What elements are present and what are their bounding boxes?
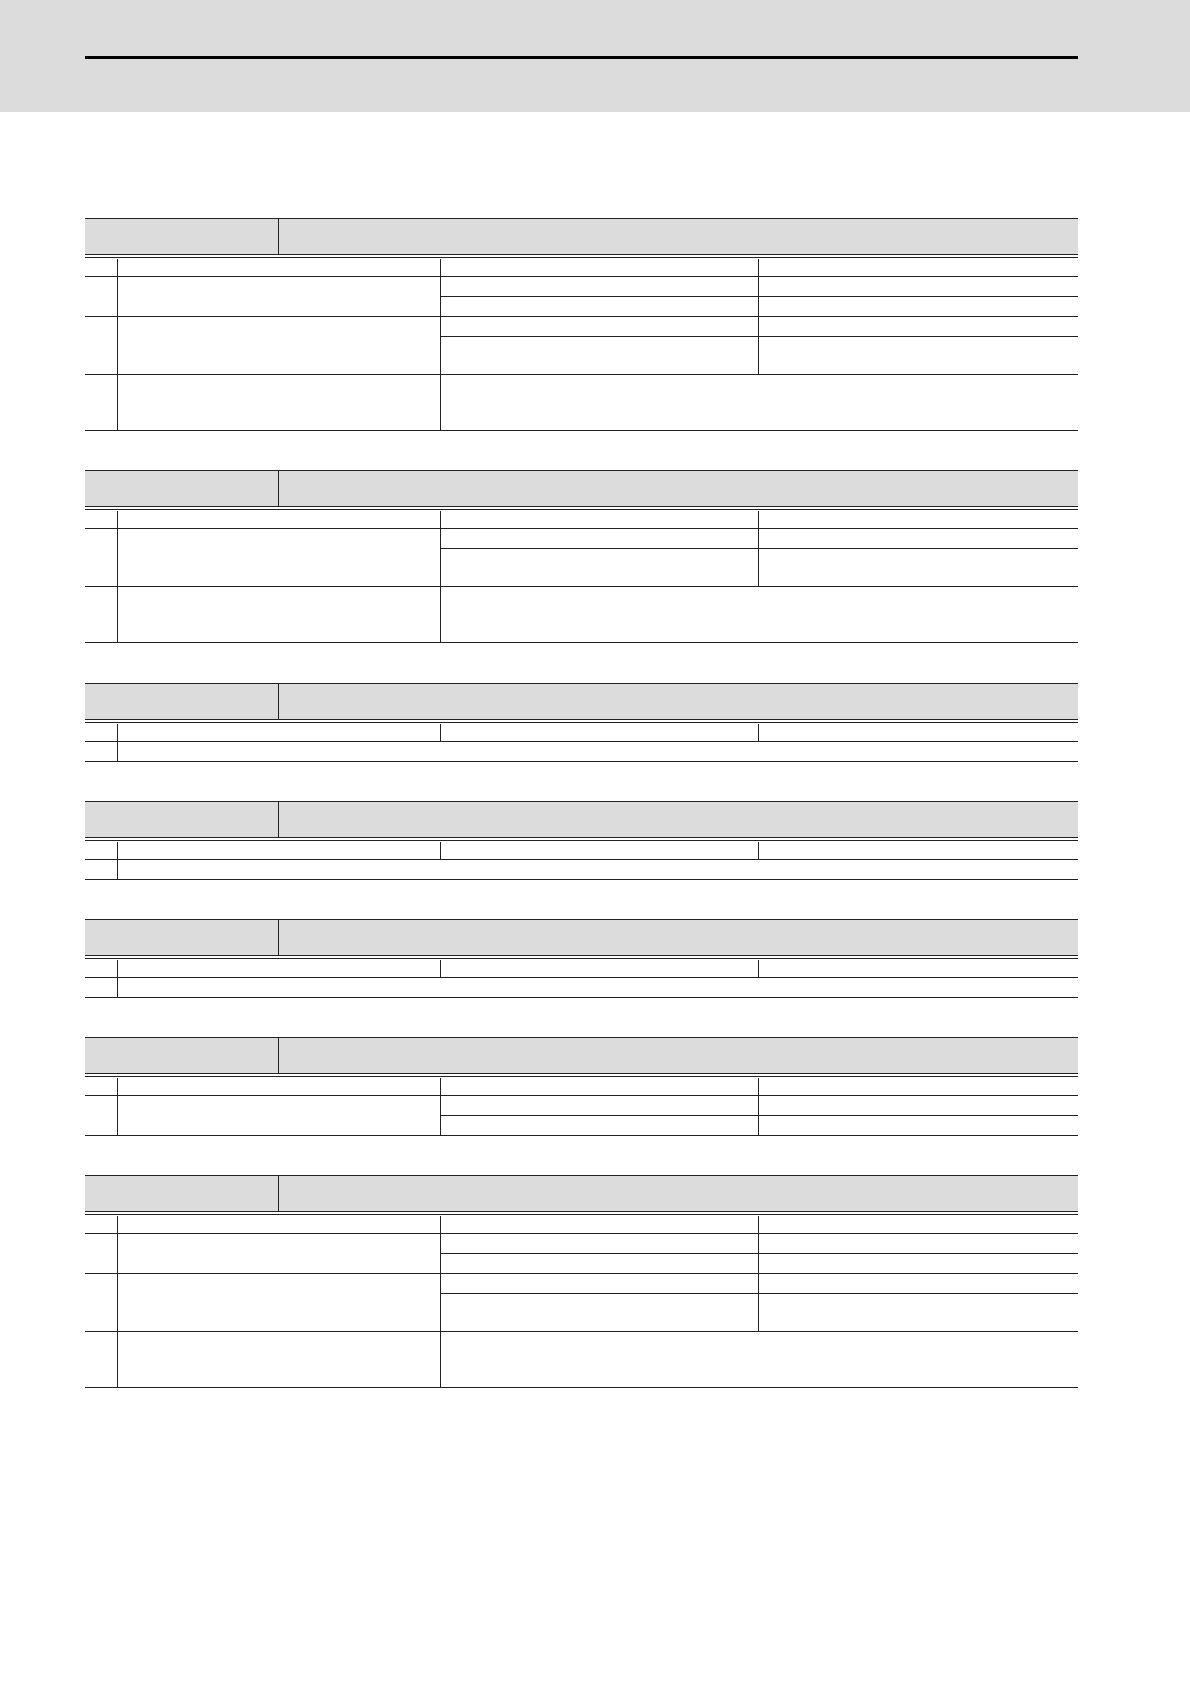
spec-table: [85, 218, 1078, 432]
parameter-info-line: [278, 938, 1078, 956]
spec-table: [85, 919, 1078, 999]
parameter-info-line: [278, 919, 1078, 939]
column-rule: [440, 960, 441, 977]
column-rule: [440, 374, 441, 430]
sub-row-rule: [440, 1293, 1078, 1294]
parameter-info-line: [278, 1037, 1078, 1057]
table-bottom-rule: [85, 430, 1078, 431]
column-rule: [117, 977, 118, 997]
sub-row-rule: [440, 548, 1078, 549]
spec-table: [85, 683, 1078, 763]
page-header: [0, 0, 1190, 112]
column-rule: [117, 1331, 118, 1387]
row-rule: [85, 977, 1078, 978]
header-double-rule: [85, 257, 1078, 258]
row-rule: [85, 528, 1078, 529]
parameter-name-cell: [85, 470, 278, 507]
column-rule: [758, 316, 759, 374]
row-rule: [85, 859, 1078, 860]
parameter-info-line: [278, 218, 1078, 238]
parameter-name-cell: [85, 801, 278, 838]
column-rule: [117, 511, 118, 528]
column-rule: [758, 960, 759, 977]
parameter-info-line: [278, 683, 1078, 703]
spec-table: [85, 801, 1078, 881]
column-rule: [117, 859, 118, 879]
parameter-info-line: [278, 801, 1078, 821]
header-double-rule: [85, 509, 1078, 510]
parameter-name-cell: [85, 919, 278, 956]
parameter-info-line: [278, 820, 1078, 838]
parameter-info-line: [278, 1175, 1078, 1195]
sub-row-rule: [440, 1115, 1078, 1116]
column-rule: [758, 1273, 759, 1331]
column-rule: [758, 1078, 759, 1095]
row-rule: [85, 586, 1078, 587]
column-rule: [758, 511, 759, 528]
row-rule: [85, 1273, 1078, 1274]
parameter-info-line: [278, 237, 1078, 255]
parameter-name-cell: [85, 1175, 278, 1212]
column-rule: [117, 741, 118, 761]
column-rule: [117, 316, 118, 374]
column-rule: [117, 724, 118, 741]
column-rule: [440, 1078, 441, 1095]
parameter-info-line: [278, 1056, 1078, 1074]
parameter-name-cell: [85, 218, 278, 255]
column-rule: [758, 842, 759, 859]
row-rule: [85, 741, 1078, 742]
header-double-rule: [85, 722, 1078, 723]
column-rule: [440, 511, 441, 528]
column-rule: [758, 1216, 759, 1233]
parameter-name-cell: [85, 683, 278, 720]
column-rule: [117, 1095, 118, 1135]
header-double-rule: [85, 840, 1078, 841]
parameter-name-cell: [85, 1037, 278, 1074]
column-rule: [117, 960, 118, 977]
row-rule: [85, 1135, 1078, 1136]
column-rule: [117, 586, 118, 642]
parameter-info-line: [278, 1194, 1078, 1212]
column-rule: [440, 1331, 441, 1387]
column-rule: [440, 259, 441, 276]
parameter-info-line: [278, 702, 1078, 720]
row-rule: [85, 1095, 1078, 1096]
sub-row-rule: [440, 336, 1078, 337]
column-rule: [440, 724, 441, 741]
row-rule: [85, 1331, 1078, 1332]
column-rule: [440, 1273, 441, 1331]
header-rule: [85, 56, 1078, 59]
column-rule: [117, 276, 118, 316]
parameter-info-line: [278, 470, 1078, 490]
column-rule: [117, 1216, 118, 1233]
column-rule: [758, 259, 759, 276]
spec-table: [85, 470, 1078, 644]
table-bottom-rule: [85, 879, 1078, 880]
row-rule: [85, 374, 1078, 375]
header-double-rule: [85, 1214, 1078, 1215]
header-double-rule: [85, 1076, 1078, 1077]
sub-row-rule: [440, 1253, 1078, 1254]
table-bottom-rule: [85, 1387, 1078, 1388]
column-rule: [117, 259, 118, 276]
column-rule: [440, 528, 441, 586]
column-rule: [440, 316, 441, 374]
table-bottom-rule: [85, 997, 1078, 998]
row-rule: [85, 276, 1078, 277]
column-rule: [117, 528, 118, 586]
column-rule: [117, 374, 118, 430]
sub-row-rule: [440, 296, 1078, 297]
spec-table: [85, 1175, 1078, 1389]
column-rule: [117, 1273, 118, 1331]
table-bottom-rule: [85, 761, 1078, 762]
column-rule: [758, 724, 759, 741]
column-rule: [440, 586, 441, 642]
column-rule: [440, 1216, 441, 1233]
parameter-info-line: [278, 489, 1078, 507]
column-rule: [117, 1233, 118, 1273]
table-bottom-rule: [85, 642, 1078, 643]
column-rule: [758, 528, 759, 586]
spec-table: [85, 1037, 1078, 1137]
row-rule: [85, 1233, 1078, 1234]
row-rule: [85, 316, 1078, 317]
column-rule: [117, 1078, 118, 1095]
header-double-rule: [85, 958, 1078, 959]
column-rule: [440, 842, 441, 859]
column-rule: [117, 842, 118, 859]
